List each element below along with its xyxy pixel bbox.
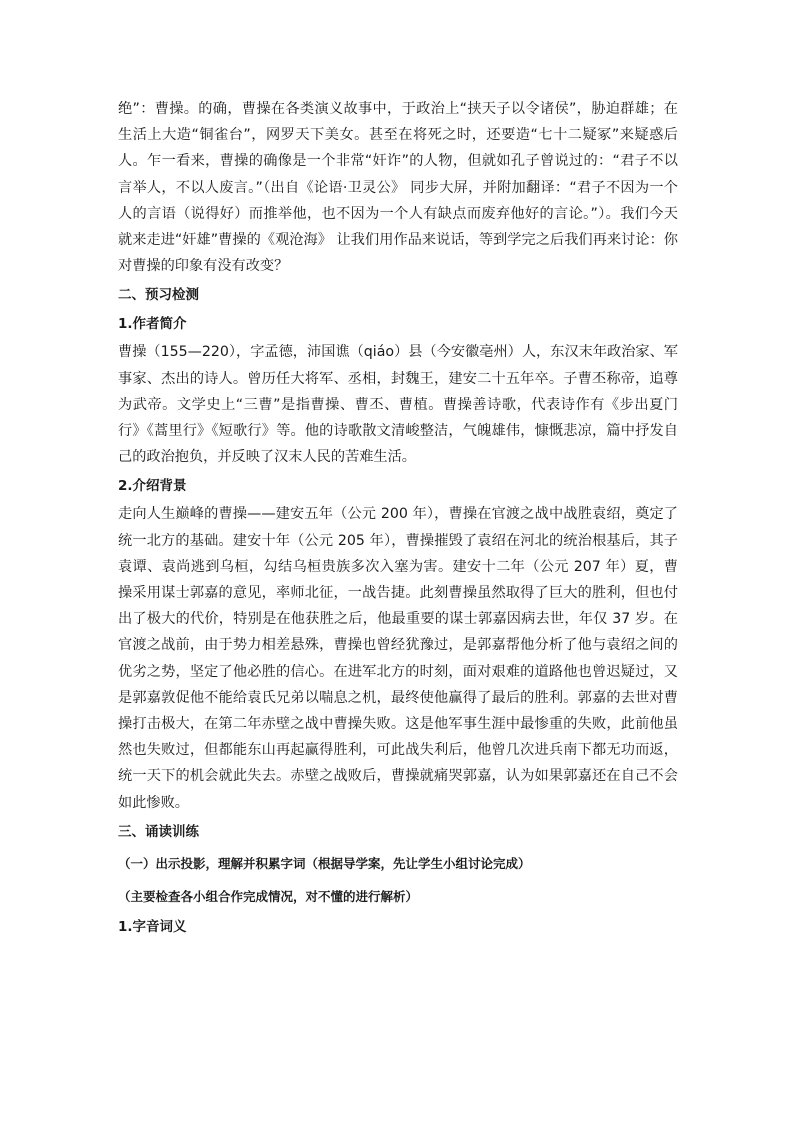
- subheading-author-intro: 1.作者简介: [118, 316, 187, 333]
- section-heading-reading-training: 三、诵读训练: [118, 823, 199, 840]
- step-note-group-check: （主要检查各小组合作完成情况，对不懂的进行解析）: [118, 888, 419, 904]
- step-heading-projection: （一）出示投影，理解并积累字词（根据导学案，先让学生小组讨论完成）: [118, 855, 531, 871]
- subheading-pronunciation-meaning: 1.字音词义: [118, 918, 187, 935]
- background-paragraph: 走向人生巅峰的曹操——建安五年（公元 200 年），曹操在官渡之战中战胜袁绍，奠定了统一北方的基础。建安十年（公元 205 年），曹操摧毁了袁绍在河北的统治根基后，其子袁谭、袁尚逃到乌桓，勾结乌桓贵族多次入塞为害。建安十二年（公元 207 年）夏，曹操采用谋士郭嘉的意见，率师北征，一战告捷。此刻曹操虽然取得了巨大的胜利，但也付出了极大的代价，特别是在他获胜之后，他最重要的谋士郭嘉因病去世，年仅 37 岁。在官渡之战前，由于势力相差悬殊，曹操也曾经犹豫过，是郭嘉帮他分析了他与袁绍之间的优劣之势，坚定了他必胜的信心。在进军北方的时刻，面对艰难的道路他也曾迟疑过，又是郭嘉敦促他不能给袁氏兄弟以喘息之机，最终使他赢得了最后的胜利。郭嘉的去世对曹操打击极大，在第二年赤壁之战中曹操失败。这是他军事生涯中最惨重的失败，此前他虽然也失败过，但都能东山再起赢得胜利，可此战失利后，他曾几次进兵南下都无功而返，统一天下的机会就此失去。赤壁之战败后，曹操就痛哭郭嘉，认为如果郭嘉还在自己不会如此惨败。: [118, 506, 678, 811]
- author-paragraph: 曹操（155—220），字孟德，沛国谯（qiáo）县（今安徽亳州）人，东汉末年政治家、军事家、杰出的诗人。曾历任大将军、丞相，封魏王，建安二十五年卒。子曹丕称帝，追尊为武帝。文学史上“三曹”是指曹操、曹丕、曹植。曹操善诗歌，代表诗作有《步出夏门行》《蒿里行》《短歌行》等。他的诗歌散文清峻整洁，气魄雄伟，慷慨悲凉，篇中抒发自己的政治抱负，并反映了汉末人民的苦难生活。: [118, 344, 678, 466]
- subheading-background: 2.介绍背景: [118, 478, 187, 495]
- section-heading-preview-check: 二、预习检测: [118, 287, 199, 304]
- document-page: [118, 96, 678, 942]
- intro-paragraph: 绝”：曹操。的确，曹操在各类演义故事中，于政治上“挟天子以令诸侯”，胁迫群雄；在生活上大造“铜雀台”，网罗天下美女。甚至在将死之时，还要造“七十二疑冢”来疑惑后人。乍一看来，曹操的确像是一个非常“奸诈”的人物，但就如孔子曾说过的：“君子不以言举人，不以人废言。”（出自《论语·卫灵公》 同步大屏，并附加翻译：“君子不因为一个人的言语（说得好）而推举他，也不因为一个人有缺点而废弃他好的言论。”）。我们今天就来走进“奸雄”曹操的《观沧海》 让我们用作品来说话，等到学完之后我们再来讨论：你对曹操的印象有没有改变？: [118, 101, 678, 275]
